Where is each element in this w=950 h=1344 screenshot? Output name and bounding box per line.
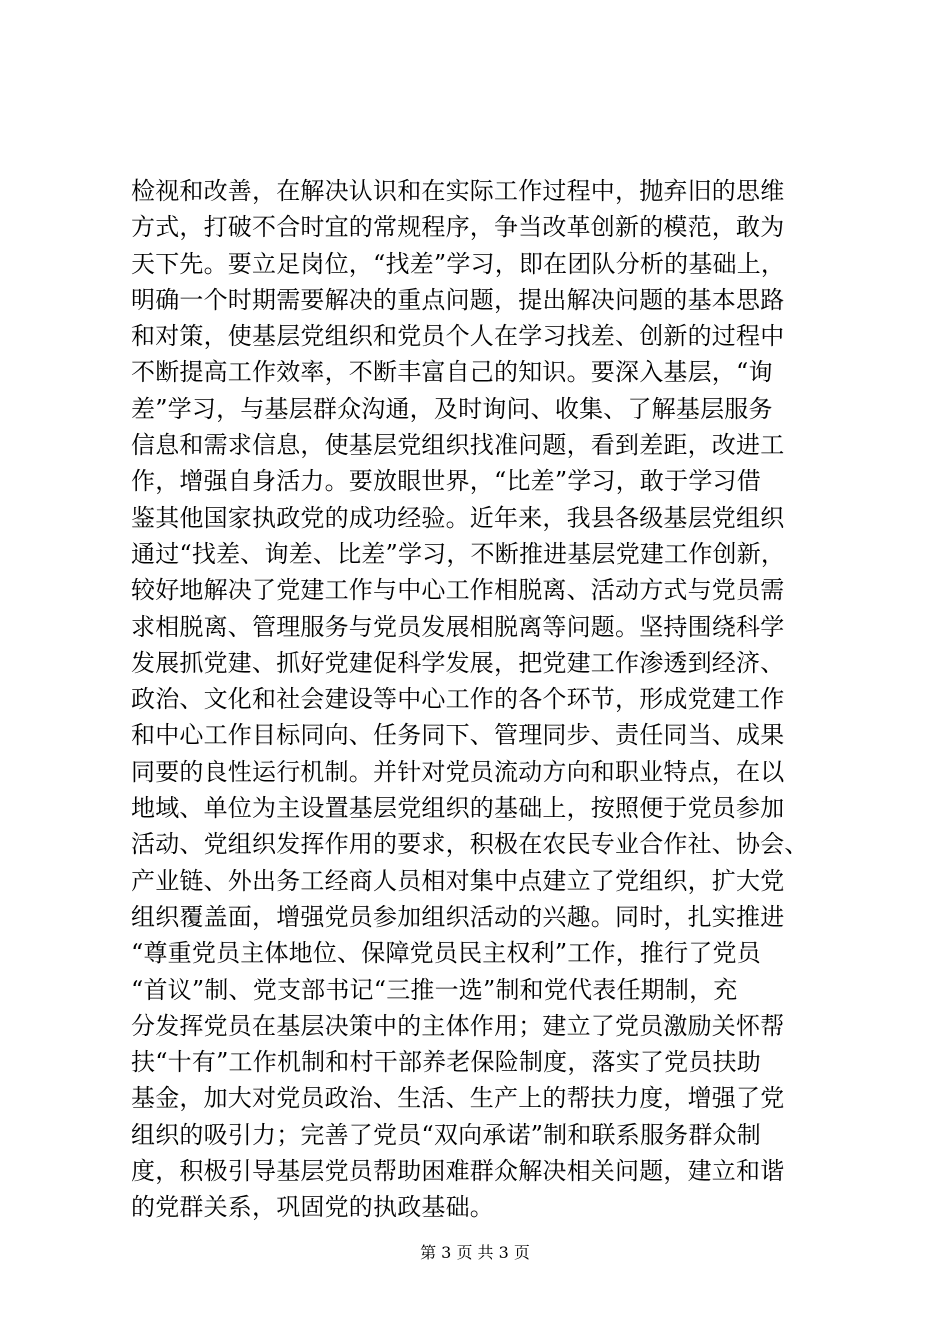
text-line: 基金，加大对党员政治、生活、生产上的帮扶力度，增强了党 bbox=[131, 1084, 785, 1113]
text-line: 的党群关系，巩固党的执政基础。 bbox=[131, 1193, 494, 1222]
text-line: 发展抓党建、抓好党建促科学发展，把党建工作渗透到经济、 bbox=[131, 648, 785, 677]
text-line: 天下先。要立足岗位，“找差”学习，即在团队分析的基础上， bbox=[131, 249, 786, 278]
page-number-footer: 第 3 页 共 3 页 bbox=[420, 1243, 530, 1262]
text-line: 度，积极引导基层党员帮助困难群众解决相关问题，建立和谐 bbox=[131, 1157, 785, 1186]
text-line: 分发挥党员在基层决策中的主体作用；建立了党员激励关怀帮 bbox=[131, 1011, 785, 1040]
text-line: 方式，打破不合时宜的常规程序，争当改革创新的模范，敢为 bbox=[131, 213, 785, 242]
text-line: 组织的吸引力；完善了党员“双向承诺”制和联系服务群众制 bbox=[131, 1120, 761, 1149]
text-line: 产业链、外出务工经商人员相对集中点建立了党组织，扩大党 bbox=[131, 866, 785, 895]
text-line: 作，增强自身活力。要放眼世界，“比差”学习，敢于学习借 bbox=[131, 467, 761, 496]
text-line: 明确一个时期需要解决的重点问题，提出解决问题的基本思路 bbox=[131, 285, 785, 314]
text-line: 同要的良性运行机制。并针对党员流动方向和职业特点，在以 bbox=[131, 757, 785, 786]
text-line: 通过“找差、询差、比差”学习，不断推进基层党建工作创新， bbox=[131, 539, 786, 568]
text-line: 检视和改善，在解决认识和在实际工作过程中，抛弃旧的思维 bbox=[131, 177, 785, 205]
text-line: 和对策，使基层党组织和党员个人在学习找差、创新的过程中 bbox=[131, 322, 785, 351]
text-line: 较好地解决了党建工作与中心工作相脱离、活动方式与党员需 bbox=[131, 576, 785, 605]
text-line: 活动、党组织发挥作用的要求，积极在农民专业合作社、协会、 bbox=[131, 830, 809, 859]
body-paragraph bbox=[131, 173, 831, 1226]
text-line: 地域、单位为主设置基层党组织的基础上，按照便于党员参加 bbox=[131, 794, 785, 823]
text-line: 求相脱离、管理服务与党员发展相脱离等问题。坚持围绕科学 bbox=[131, 612, 785, 641]
text-line: 组织覆盖面，增强党员参加组织活动的兴趣。同时，扎实推进 bbox=[131, 902, 785, 931]
text-line: 不断提高工作效率，不断丰富自己的知识。要深入基层，“询 bbox=[131, 358, 773, 387]
text-line: 信息和需求信息，使基层党组织找准问题，看到差距，改进工 bbox=[131, 431, 785, 460]
text-line: “尊重党员主体地位、保障党员民主权利”工作，推行了党员 bbox=[131, 939, 761, 968]
text-line: 政治、文化和社会建设等中心工作的各个环节，形成党建工作 bbox=[131, 685, 785, 714]
text-line: “首议”制、党支部书记“三推一选”制和党代表任期制，充 bbox=[131, 975, 738, 1004]
text-line: 鉴其他国家执政党的成功经验。近年来，我县各级基层党组织 bbox=[131, 503, 785, 532]
text-line: 和中心工作目标同向、任务同下、管理同步、责任同当、成果 bbox=[131, 721, 785, 750]
text-line: 差”学习，与基层群众沟通，及时询问、收集、了解基层服务 bbox=[131, 394, 773, 423]
text-line: 扶“十有”工作机制和村干部养老保险制度，落实了党员扶助 bbox=[131, 1048, 761, 1077]
